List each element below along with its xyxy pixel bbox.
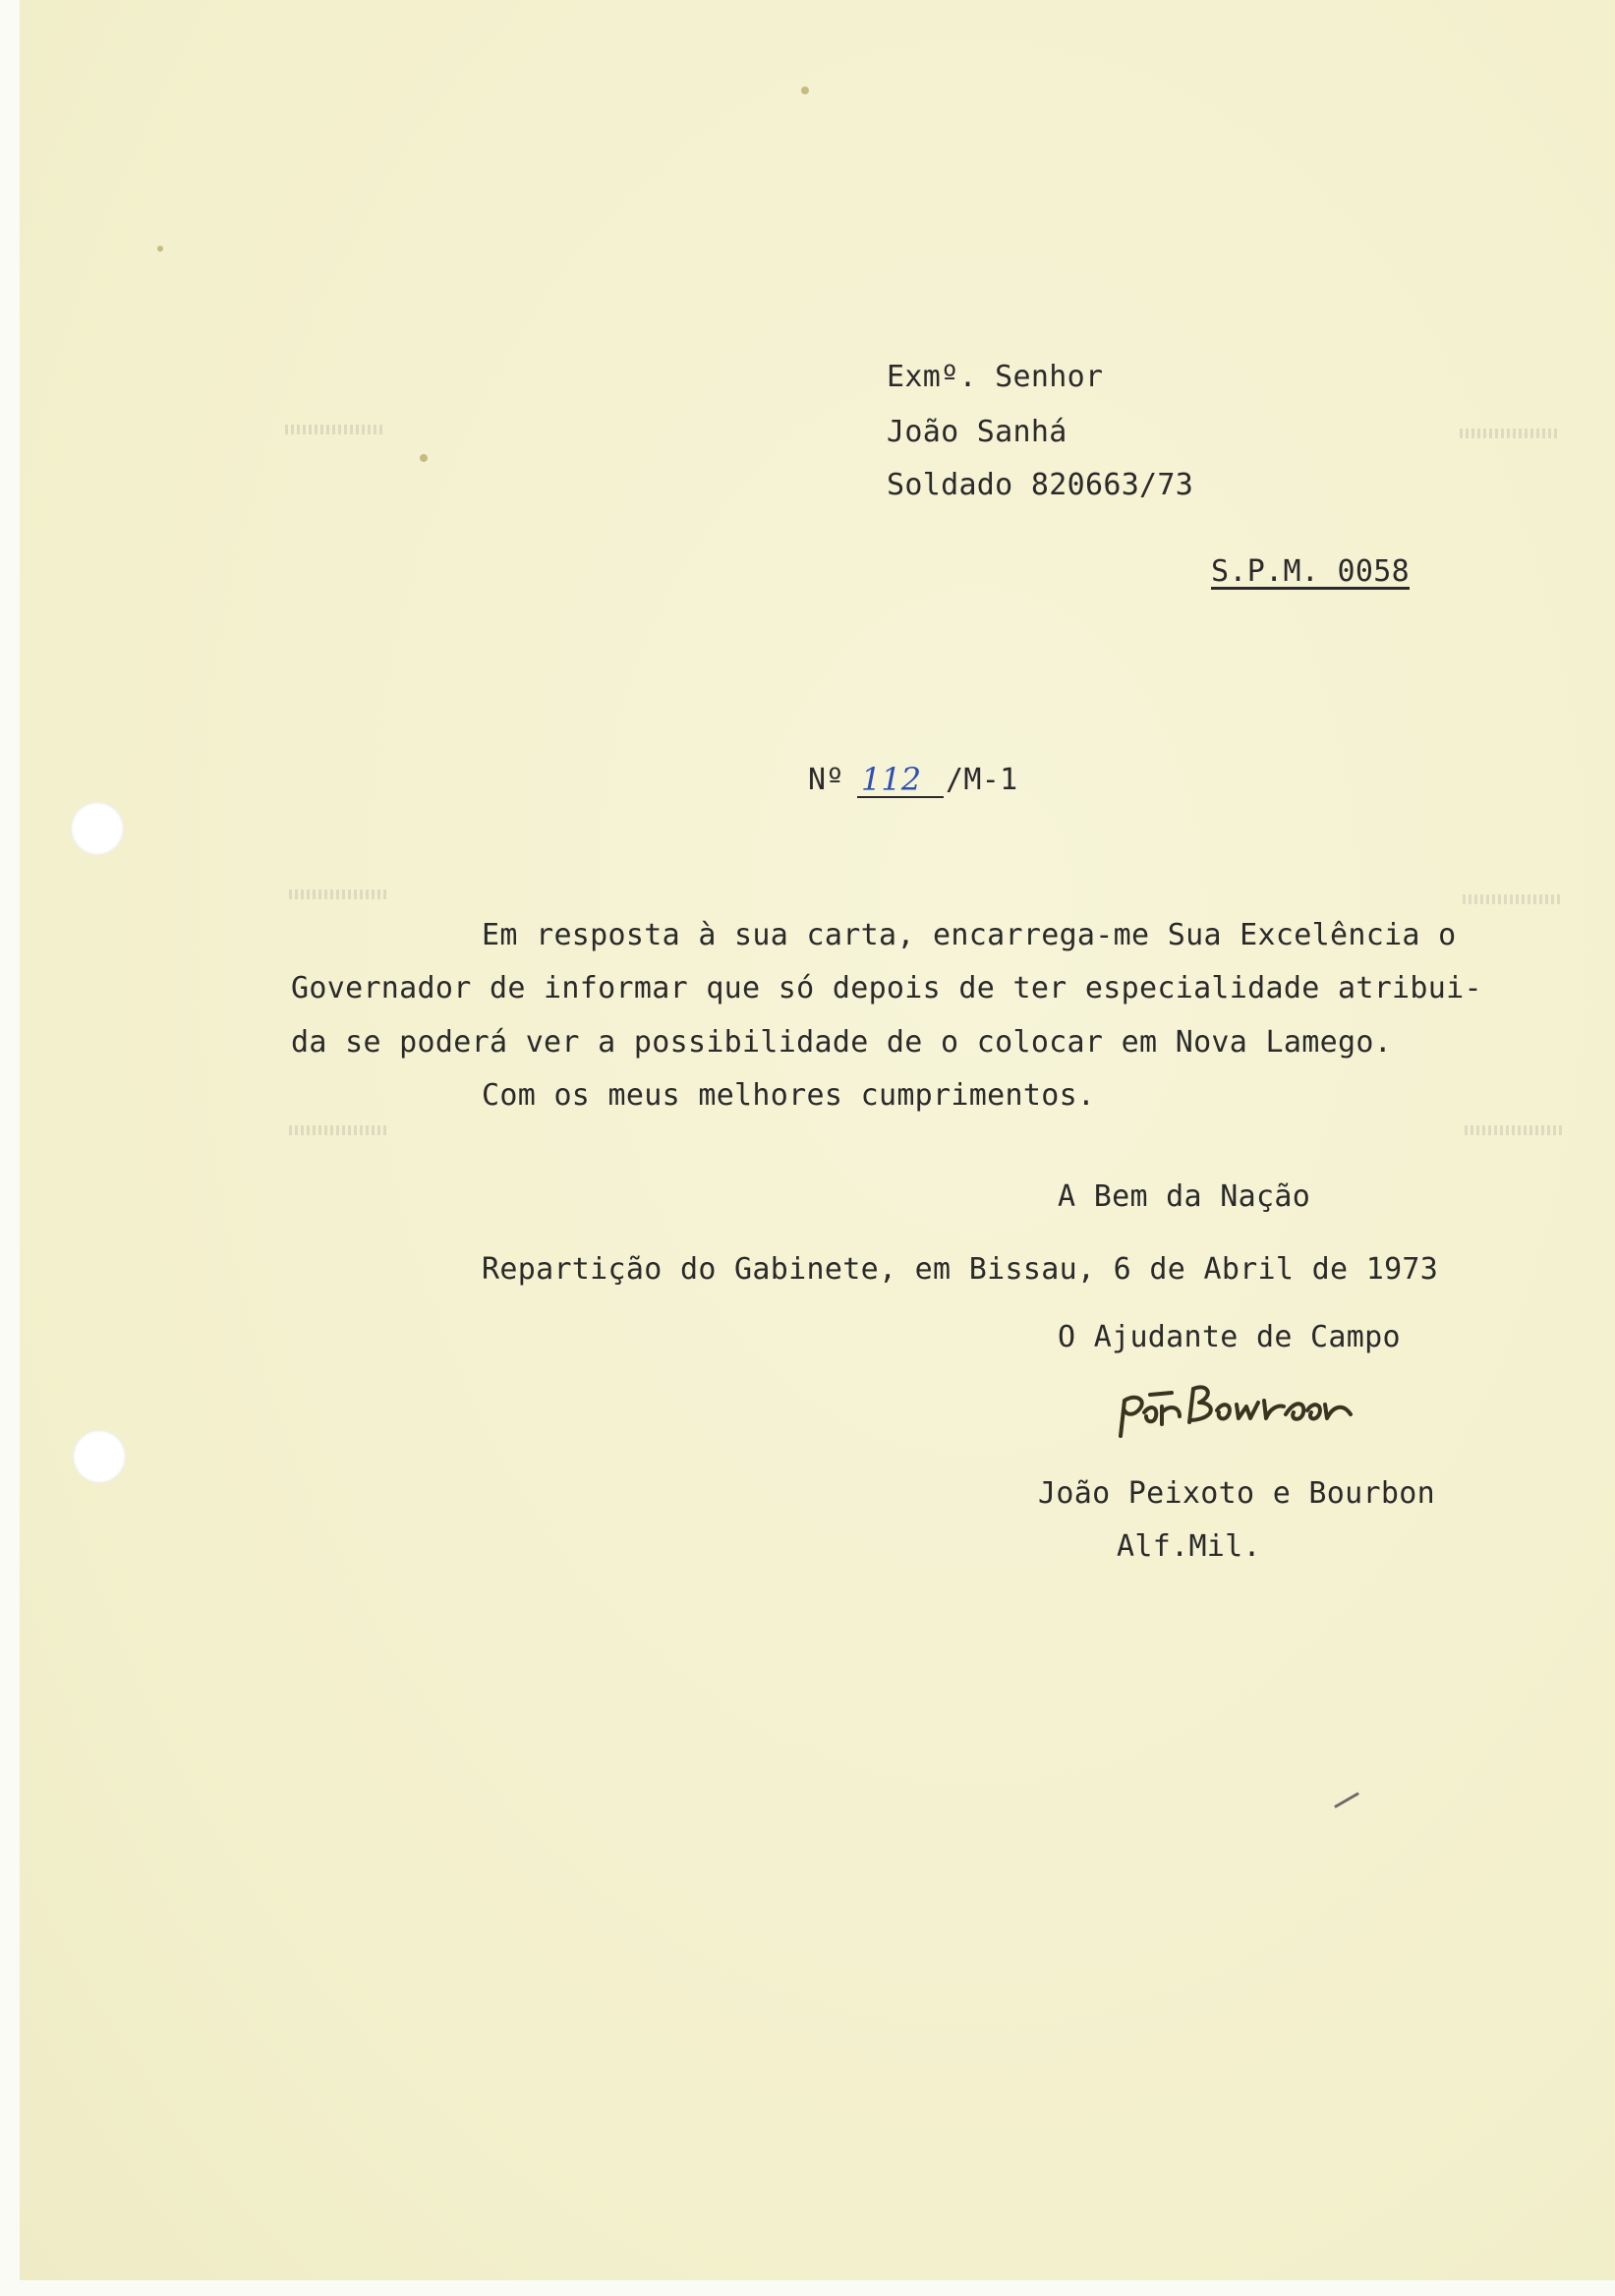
reference-suffix: /M-1	[946, 763, 1018, 797]
smudge-mark	[289, 1125, 387, 1135]
closing-motto: A Bem da Nação	[1058, 1179, 1311, 1214]
body-line-1: Em resposta à sua carta, encarrega-me Sua Excelência o	[482, 918, 1457, 952]
punch-hole-upper	[71, 802, 124, 855]
page-bottom-edge	[0, 2280, 1615, 2296]
punch-hole-lower	[73, 1430, 126, 1483]
page-left-edge	[0, 0, 20, 2296]
signatory-role: O Ajudante de Campo	[1058, 1320, 1401, 1354]
smudge-mark	[285, 425, 383, 434]
paper-speck	[420, 454, 428, 462]
body-line-3: da se poderá ver a possibilidade de o colocar em Nova Lamego.	[291, 1025, 1393, 1060]
addressee-rank: Soldado 820663/73	[887, 468, 1194, 502]
signatory-name: João Peixoto e Bourbon	[1038, 1476, 1435, 1511]
smudge-mark	[1460, 429, 1558, 438]
body-line-4: Com os meus melhores cumprimentos.	[482, 1078, 1096, 1113]
body-line-2: Governador de informar que só depois de ter especialidade atribui-	[291, 971, 1482, 1005]
handwritten-signature	[1111, 1371, 1366, 1450]
paper-speck	[157, 246, 163, 252]
place-date: Repartição do Gabinete, em Bissau, 6 de Abril de 1973	[482, 1252, 1439, 1287]
signatory-rank: Alf.Mil.	[1117, 1529, 1261, 1564]
reference-prefix: Nº	[808, 763, 844, 797]
addressee-name: João Sanhá	[887, 415, 1067, 449]
paper-speck	[801, 86, 809, 94]
smudge-mark	[289, 890, 387, 899]
smudge-mark	[1465, 1125, 1563, 1135]
reference-handwritten-number: 112	[861, 761, 922, 798]
postal-code: S.P.M. 0058	[1211, 554, 1410, 589]
letter-paper	[20, 0, 1615, 2280]
addressee-salutation: Exmº. Senhor	[887, 360, 1104, 394]
smudge-mark	[1463, 894, 1561, 904]
